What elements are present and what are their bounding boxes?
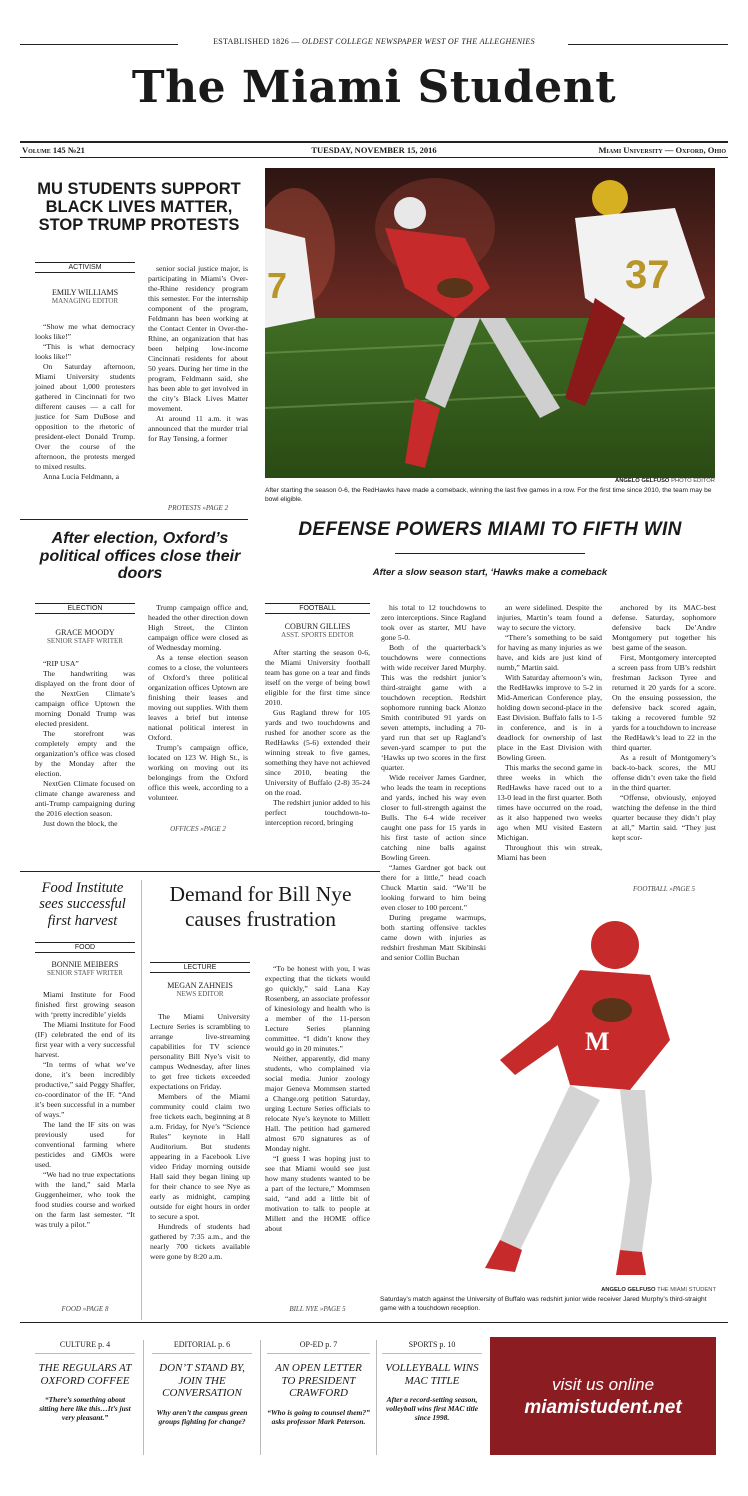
promo-url[interactable]: miamistudent.net	[524, 1397, 682, 1418]
credit-role: PHOTO EDITOR	[671, 478, 715, 484]
author: MEGAN ZAHNEIS	[167, 981, 233, 990]
paragraph: Both of the quarterback’s touchdowns were connections with wide receiver Jared Murphy. This was the redshirt junior’s third-straight game with a touchdown reception. Redshirt sophomore running back Alonzo Smith contributed 91 yards on seven attempts, including a 70-yard run that set up Ragland’s seven-yard scamper to put the ‘Hawks up two scores in the first quarter.	[381, 643, 486, 772]
rule	[20, 519, 248, 520]
story5-col1	[150, 1012, 250, 1262]
paragraph: an were sidelined. Despite the injuries, Martin’s team found a way to secure the victory.	[497, 603, 602, 632]
svg-text:M: M	[585, 1027, 610, 1056]
photo2-caption: Saturday’s match against the University of Buffalo was redshirt junior wide receiver Jared Murphy’s third-straight game with a touchdown reception.	[380, 1296, 707, 1312]
story1-headline[interactable]: MU STUDENTS SUPPORT BLACK LIVES MATTER, STOP TRUMP PROTESTS	[37, 180, 241, 235]
story1-col2	[148, 264, 248, 444]
teaser-oped[interactable]	[267, 1340, 370, 1426]
teaser-editorial[interactable]	[152, 1340, 252, 1426]
paragraph: The handwriting was displayed on the front door of the NextGen Climate’s campaign office Uptown the morning Donald Trump was elected president.	[35, 669, 135, 728]
svg-text:7: 7	[267, 265, 288, 306]
story3-col4	[612, 603, 716, 843]
paragraph: This marks the second game in three weeks in which the RedHawks have raced out to a 13-0 lead in the first quarter. Both times have occurred on the road, as it also happened two weeks ago when MU visited Eastern Michigan.	[497, 763, 602, 842]
author-role: SENIOR STAFF WRITER	[47, 969, 123, 978]
teaser-section: SPORTS p. 10	[382, 1340, 482, 1354]
rule	[20, 871, 380, 872]
story5-headline[interactable]: Demand for Bill Nye causes frustration	[169, 882, 352, 932]
paragraph: Throughout this win streak, Miami has been	[497, 843, 602, 862]
author: COBURN GILLIES	[284, 622, 351, 631]
teaser-dek: After a record-setting season, volleyball wins first MAC title since 1998.	[385, 1395, 479, 1423]
issue-date: TUESDAY, NOVEMBER 15, 2016	[311, 145, 437, 155]
photo1-caption: After starting the season 0-6, the RedHawks have made a comeback, winning the last five games in a row. For the first time since 2010, the team may be bowl eligible.	[265, 487, 712, 503]
promo-line1: visit us online	[551, 1375, 655, 1394]
author-role: NEWS EDITOR	[176, 990, 224, 999]
paragraph: During pregame warmups, both starting offensive tackles came down with injuries as redshirt freshman Matt Skibinski and senior Collin Buchan	[381, 913, 486, 962]
story3-byline	[265, 622, 370, 639]
paragraph: “We had no true expectations with the land,” said Marla Guggenheimer, who took the food studies course and worked on the farm last semester. “It was truly a pilot.”	[35, 1170, 135, 1229]
teaser-dek: “Who is going to counsel them?” asks professor Mark Peterson.	[267, 1407, 370, 1426]
paragraph: The Miami Institute for Food (IF) celebrated the end of its first year with a very successful harvest.	[35, 1020, 135, 1059]
author: GRACE MOODY	[55, 628, 115, 637]
column-divider	[376, 1340, 377, 1455]
football-photo-2	[380, 890, 716, 1290]
paragraph: First, Montgomery intercepted a screen pass from UB’s redshirt freshman Jackson Tyree and returned it 20 yards for a score. On the ensuing possession, the defensive back scored again, taking a recovered fumble 92 yards for a touchdown to increase the RedHawk’s lead to 22 in the third quarter.	[612, 653, 716, 752]
story2-jump[interactable]: OFFICES »PAGE 2	[170, 825, 226, 833]
teaser-title: VOLLEYBALL WINS MAC TITLE	[385, 1362, 479, 1387]
teaser-culture[interactable]	[35, 1340, 135, 1422]
football-photo-1	[265, 168, 715, 478]
tagline: OLDEST COLLEGE NEWSPAPER WEST OF THE ALLEGHENIES	[301, 37, 535, 46]
teaser-section: EDITORIAL p. 6	[152, 1340, 252, 1354]
paragraph: On Saturday afternoon, Miami University students joined about 1,000 protesters gathered in Cincinnati for two different causes — a call for justice for Sam DuBose and opposition to the rhetoric of president-elect Donald Trump. Over the course of the afternoon, the protests merged to mixed results.	[35, 362, 135, 471]
photo1-credit	[520, 478, 715, 484]
paragraph: Wide receiver James Gardner, who leads the team in receptions and yards, inched his way even closer to full-strength against the Bulls. The 6-4 wide receiver caught one pass for 15 yards in his first taste of action since catching nine balls against Bowling Green.	[381, 773, 486, 862]
story3-col1	[265, 648, 370, 828]
author-role: ASST. SPORTS EDITOR	[281, 631, 354, 640]
story4-jump[interactable]: FOOD »PAGE 8	[61, 1305, 109, 1313]
established: ESTABLISHED 1826	[213, 37, 290, 46]
paragraph: The storefront was completely empty and the organization’s office was closed by the Monday after the election.	[35, 729, 135, 778]
story3-kicker: FOOTBALL	[265, 603, 370, 614]
paragraph: Hundreds of students had gathered by 7:35 a.m., and the nearly 700 tickets available were gone by 8:20 a.m.	[150, 1222, 250, 1261]
story2-byline	[35, 628, 135, 645]
story2-kicker: ELECTION	[35, 603, 135, 614]
teaser-sports[interactable]	[382, 1340, 482, 1422]
paragraph: The land the IF sits on was previously used for conventional farming where pesticides and GMOs were used.	[35, 1120, 135, 1169]
story5-col2	[265, 964, 370, 1234]
paragraph: anchored by its MAC-best defense. Saturday, sophomore defensive back De’Andre Montgomery put together his best game of the season.	[612, 603, 716, 652]
paragraph: As a result of Montgomery’s back-to-back scores, the MU offense didn’t even take the field in the third quarter.	[612, 753, 716, 792]
story4-byline	[35, 960, 135, 977]
story3-headline[interactable]: DEFENSE POWERS MIAMI TO FIFTH WIN	[298, 519, 682, 540]
paragraph: NextGen Climate focused on climate change awareness and anti-Trump campaigning during the 2016 election season.	[35, 779, 135, 818]
teaser-dek: Why aren’t the campus green groups fighting for change?	[156, 1407, 248, 1426]
story2-col2	[148, 603, 248, 803]
paragraph: Trump campaign office and, headed the other direction down High Street, the Clinton campaign office were closed as of Wednesday morning.	[148, 603, 248, 652]
rule	[20, 1322, 728, 1323]
credit-role: THE MIAMI STUDENT	[657, 1287, 716, 1293]
author: BONNIE MEIBERS	[51, 960, 119, 969]
rule	[20, 157, 728, 158]
story2-headline[interactable]: After election, Oxford’s political offices close their doors	[39, 530, 241, 583]
story3-deck: After a slow season start, ‘Hawks make a comeback	[372, 567, 608, 578]
story1-byline	[35, 288, 135, 305]
story3-col3	[497, 603, 602, 863]
teaser-section: OP-ED p. 7	[267, 1340, 370, 1354]
established-line: ESTABLISHED 1826 — OLDEST COLLEGE NEWSPAPER WEST OF THE ALLEGHENIES	[213, 37, 535, 46]
paragraph: The Miami University Lecture Series is scrambling to arrange live-streaming capabilities for TV science personality Bill Nye’s visit to campus Wednesday, after lines to get free tickets exceeded expectations on Friday.	[150, 1012, 250, 1091]
location: Miami University — Oxford, Ohio	[598, 145, 726, 155]
teaser-title: AN OPEN LETTER TO PRESIDENT CRAWFORD	[275, 1362, 362, 1400]
story5-kicker: LECTURE	[150, 962, 250, 973]
paragraph: At around 11 a.m. it was announced that the murder trial for Ray Tensing, a former	[148, 414, 248, 443]
paragraph: Miami Institute for Food finished first growing season with ‘pretty incredible’ yields	[35, 990, 135, 1019]
paragraph: Just down the block, the	[43, 819, 118, 828]
paragraph: “In terms of what we’ve done, it’s been incredibly productive,” said Peggy Shaffer, co-coordinator of the IF. “And it’s been successful in a number of ways.”	[35, 1060, 135, 1119]
story5-jump[interactable]: BILL NYE »PAGE 5	[289, 1305, 346, 1313]
paragraph: Trump’s campaign office, located on 123 W. High St., is working on moving out its belongings from the Oxford office this week, according to a volunteer.	[148, 743, 248, 802]
paragraph: senior social justice major, is participating in Miami’s Over-the-Rhine residency program this semester. For the internship component of the program, Feldmann has been working at the Contact Center in Over-the-Rhine, an organization that has been helping low-income Cincinnati residents for about 50 years. During her time in the program, Feldmann said, she has been able to get involved in the city’s Black Lives Matter movement.	[148, 264, 248, 413]
paragraph: The redshirt junior added to his perfect touchdown-to-interception record, bringing	[265, 798, 370, 827]
paragraph: “Offense, obviously, enjoyed watching the defense in the third quarter because they didn’t play at all,” Martin said. “They just kept scor-	[612, 793, 716, 842]
story4-headline[interactable]: Food Institute sees successful first harvest	[39, 880, 126, 929]
story4-col1	[35, 990, 135, 1230]
football-photo-1-art	[265, 168, 715, 478]
paragraph: his total to 12 touchdowns to zero interceptions. Since Ragland took over as starter, MU have gone 5-0.	[381, 603, 486, 642]
story1-col1	[35, 322, 135, 482]
story4-kicker: FOOD	[35, 942, 135, 953]
paragraph: “To be honest with you, I was expecting that the tickets would go quickly,” said Lana Kay Rosenberg, an associate professor of kinesiology and health who is a member of the 11-person Lecture Series planning committee. “I didn’t know they would go in 20 minutes.”	[265, 964, 370, 1053]
paragraph: “I guess I was hoping just to see that Miami would see just how many students wanted to be a part of the lecture,” Mommsen said, “and add a little bit of motivation to talk to people at Millett and the HOME office about	[265, 1154, 370, 1233]
story2-col1	[35, 659, 135, 829]
photo2-credit	[580, 1287, 716, 1293]
column-divider	[260, 1340, 261, 1455]
story3-jump[interactable]: FOOTBALL »PAGE 5	[633, 885, 695, 893]
teaser-title: DON’T STAND BY, JOIN THE CONVERSATION	[159, 1362, 245, 1400]
author: EMILY WILLIAMS	[51, 288, 119, 297]
paragraph: With Saturday afternoon’s win, the RedHawks improve to 5-2 in Mid-American Conference play, holding down second-place in the East Division. Buffalo falls to 1-5 in conference, and is in a deadlock for ownership of last place in the East Division with Bowling Green.	[497, 673, 602, 762]
credit-name: ANGELO GELFUSO	[615, 478, 670, 484]
column-divider	[141, 880, 142, 1320]
paragraph: After starting the season 0-6, the Miami University football team has gone on a tear and finds itself on the verge of being bowl eligible for the first time since 2010.	[265, 648, 370, 707]
story1-jump[interactable]: PROTESTS »PAGE 2	[167, 504, 229, 512]
football-photo-2-art	[380, 890, 716, 1290]
author-role: MANAGING EDITOR	[51, 297, 119, 306]
paragraph: As a tense election season comes to a close, the volunteers of Oxford’s three political organization offices Uptown are finishing their leases and moving out supplies. With them leaves a brief but intense national political interest in Oxford.	[148, 653, 248, 742]
credit-name: ANGELO GELFUSO	[601, 1287, 656, 1293]
teaser-section: CULTURE p. 4	[35, 1340, 135, 1354]
paragraph: “There’s something to be said for having as many injuries as we have, and kids are just kind of numb,” Martin said.	[497, 633, 602, 672]
paragraph: “This is what democracy looks like!”	[35, 342, 135, 361]
story5-byline	[150, 981, 250, 998]
author-role: SENIOR STAFF WRITER	[47, 637, 123, 646]
rule	[395, 553, 585, 554]
volume: Volume 145 №21	[22, 145, 85, 155]
paragraph: Gus Ragland threw for 105 yards and two touchdowns and rushed for another score as the RedHawks (5-6) extended their winning streak to five games, something they have not achieved since 2010, beating the University of Buffalo (2-8) 35-24 on the road.	[265, 708, 370, 797]
website-promo[interactable]	[490, 1337, 716, 1455]
teaser-title: THE REGULARS AT OXFORD COFFEE	[38, 1362, 132, 1387]
paragraph: “RIP USA”	[43, 659, 79, 668]
receiver-player	[485, 921, 670, 1275]
teaser-dek: “There’s something about sitting here like this…It’s just very pleasant.”	[39, 1395, 131, 1423]
story1-kicker: ACTIVISM	[35, 262, 135, 273]
rule	[20, 141, 728, 143]
svg-text:37: 37	[625, 253, 670, 297]
masthead-title: The Miami Student	[131, 62, 617, 113]
column-divider	[143, 1340, 144, 1455]
paragraph: Anna Lucia Feldmann, a	[43, 472, 119, 481]
paragraph: Neither, apparently, did many students, who complained via social media. Junior zoology major Geneva Mommsen started a Change.org petition Saturday, urging Lecture Series officials to relocate Nye’s keynote to Millett Hall. The petition had garnered almost 670 signatures as of Monday night.	[265, 1054, 370, 1153]
paragraph: “James Gardner got back out there for a little,” head coach Chuck Martin said. “We’ll be looking forward to him being even closer to 100 percent.”	[381, 863, 486, 912]
paragraph: “Show me what democracy looks like!”	[35, 322, 135, 341]
paragraph: Members of the Miami community could claim two free tickets each, beginning at 8 a.m. Friday, for Nye’s “Science Rules” keynote in Hall Auditorium. But students appearing in a Facebook Live video Friday morning outside Hall said they began lining up for their chance to see Nye as early as midnight, camping outside for eight hours in order to secure a spot.	[150, 1092, 250, 1221]
